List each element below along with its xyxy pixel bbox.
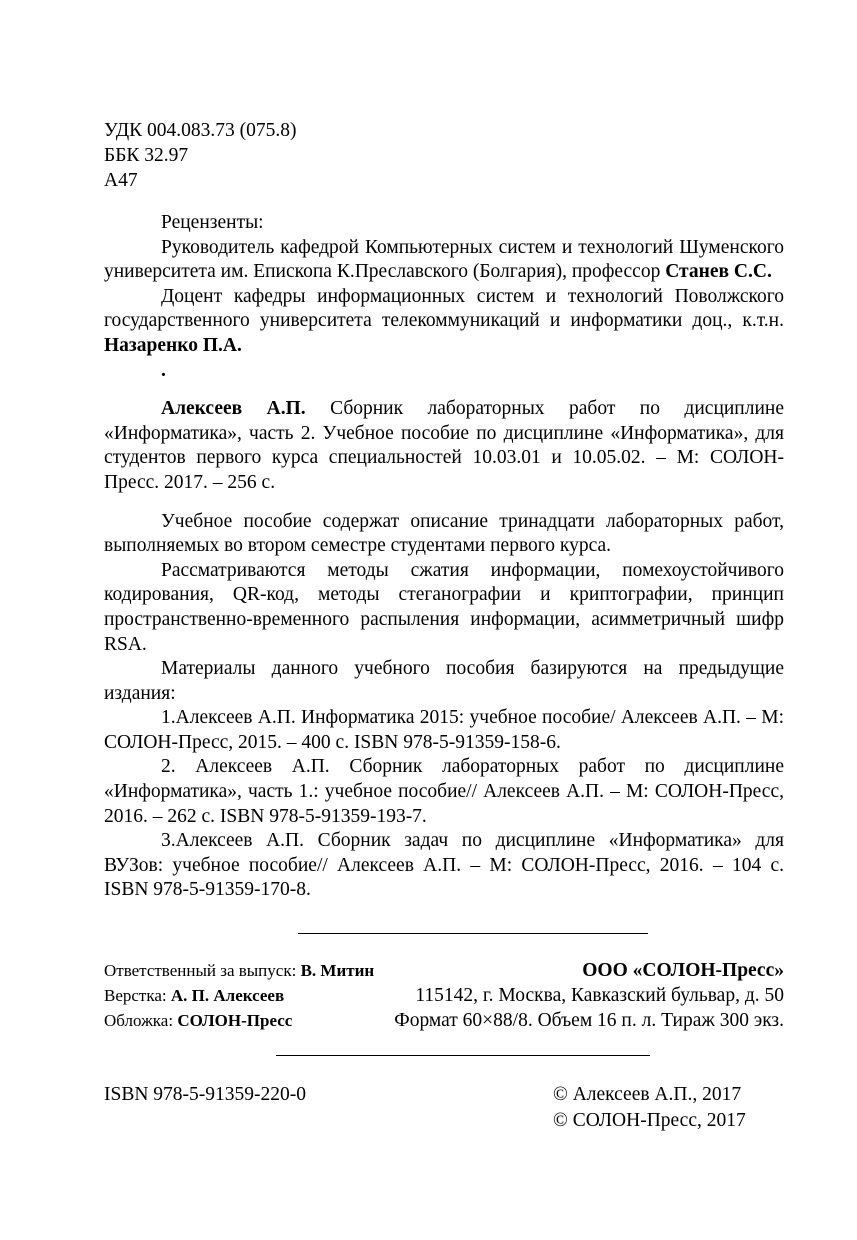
citation-text: Сборник лабораторных работ по дисциплине «Информатика», часть 2. Учебное пособие по дисциплине «Информатика», для студентов первого курса специальностей 10.03.01 и 10.05.02. – М: СОЛОН-Пресс. 2017. – 256 с. (104, 398, 785, 493)
responsible-label: Ответственный за выпуск: (104, 961, 297, 980)
divider-top (298, 933, 648, 934)
abstract-p1: Учебное пособие содержат описание тринадцати лабораторных работ, выполняемых во втором семестре студентами первого курса. (104, 510, 784, 557)
layout-name: А. П. Алексеев (170, 986, 285, 1005)
author-code: А47 (104, 170, 138, 191)
layout-label: Верстка: (104, 986, 167, 1005)
reference-1: 1.Алексеев А.П. Информатика 2015: учебное пособие/ Алексеев А.П. – М: СОЛОН-Пресс, 2015. – 400 с. ISBN 978-5-91359-158-6. (104, 707, 784, 753)
citation-author: Алексеев А.П. (161, 398, 306, 420)
cover-name: СОЛОН-Пресс (177, 1011, 293, 1030)
udk-code: УДК 004.083.73 (075.8) (104, 120, 297, 141)
copyright-publisher: © СОЛОН-Пресс, 2017 (553, 1110, 746, 1131)
imprint-row-1 (104, 959, 784, 983)
copyright-block (553, 1082, 746, 1134)
reviewer-1 (104, 236, 784, 285)
abstract-p2: Рассматриваются методы сжатия информации, помехоустойчивого кодирования, QR-код, методы стеганографии и криптографии, принцип пространственно-временного распыления информации, асимметричный шифр RSA. (104, 559, 784, 655)
reviewer-1-text: Руководитель кафедрой Компьютерных систем и технологий Шуменского университета им. Епископа К.Преславского (Болгария), профессор (104, 236, 784, 283)
reviewer-2 (104, 285, 784, 359)
cover-line (104, 1009, 292, 1033)
imprint-row-2 (104, 984, 784, 1008)
dot: . (161, 359, 166, 381)
reviewers-heading: Рецензенты: (161, 212, 264, 233)
publisher-address: 115142, г. Москва, Кавказский бульвар, д. 50 (415, 985, 784, 1006)
imprint-row-3 (104, 1009, 784, 1033)
classification-codes (104, 118, 784, 193)
divider-bottom (276, 1055, 650, 1056)
reference-3: 3.Алексеев А.П. Сборник задач по дисциплине «Информатика» для ВУЗов: учебное пособие// Алексеев А.П. – М: СОЛОН-Пресс, 2016. – 104 с. ISBN 978-5-91359-170-8. (104, 830, 784, 901)
cover-label: Обложка: (104, 1011, 174, 1030)
publisher-name: ООО «СОЛОН-Пресс» (582, 960, 784, 981)
layout-line (104, 984, 284, 1008)
reference-2: 2. Алексеев А.П. Сборник лабораторных работ по дисциплине «Информатика», часть 1.: учебное пособие// Алексеев А.П. – М: СОЛОН-Пресс, 2016. – 262 с. ISBN 978-5-91359-193-7. (104, 756, 784, 827)
responsible-name: В. Митин (300, 961, 375, 980)
reviewer-2-text: Доцент кафедры информационных систем и технологий Поволжского государственного университета телекоммуникаций и информатики доц., к.т.н. (104, 285, 784, 332)
isbn: ISBN 978-5-91359-220-0 (104, 1084, 307, 1105)
copyright-author: © Алексеев А.П., 2017 (553, 1084, 742, 1105)
responsible-line (104, 959, 374, 983)
bbk-code: ББК 32.97 (104, 145, 189, 166)
reviewer-dot (104, 359, 784, 384)
reviewer-1-name: Станев С.С. (665, 261, 772, 283)
page-body (104, 118, 784, 903)
abstract-p3: Материалы данного учебного пособия базируются на предыдущие издания: (104, 658, 784, 704)
print-format: Формат 60×88/8. Объем 16 п. л. Тираж 300 экз. (394, 1010, 784, 1031)
reviewer-2-name: Назаренко П.А. (104, 334, 242, 356)
citation (104, 397, 784, 495)
